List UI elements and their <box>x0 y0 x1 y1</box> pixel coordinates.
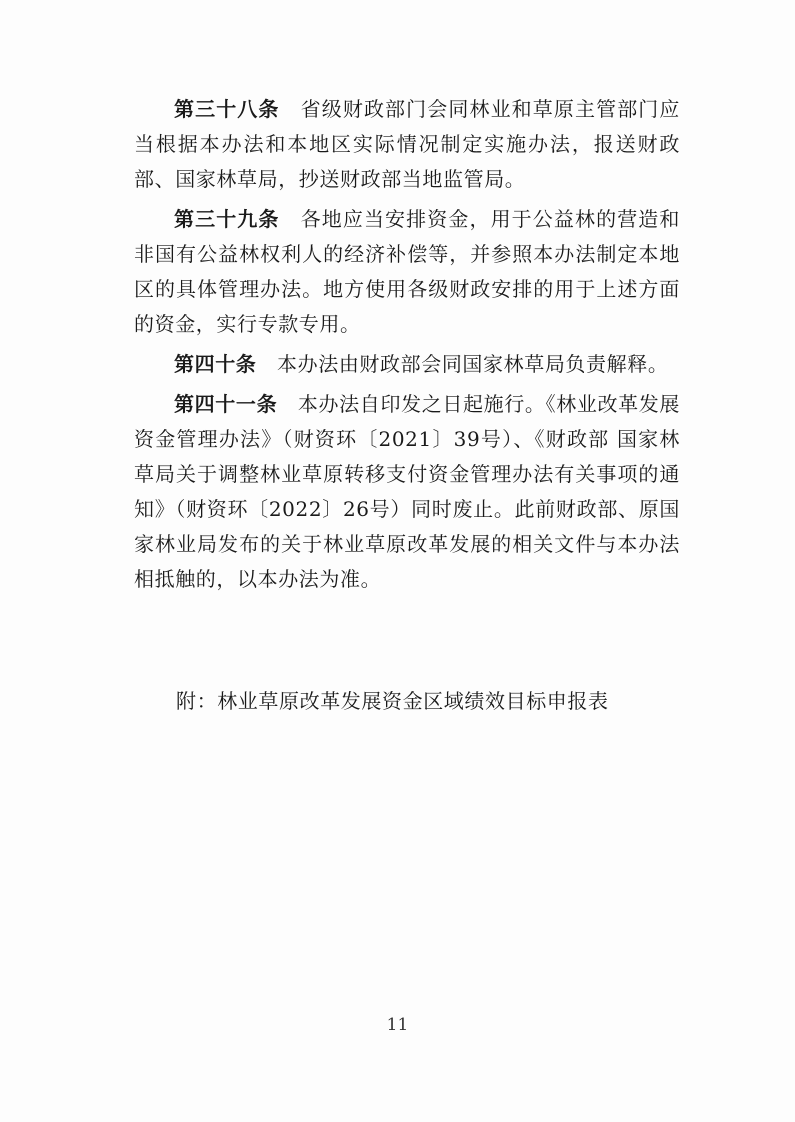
article-number: 第四十条 <box>174 352 257 376</box>
article-text: 各地应当安排资金，用于公益林的营造和非国有公益林权利人的经济补偿等，并参照本办法制定本地区的具体管理办法。地方使用各级财政安排的用于上述方面的资金，实行专款专用。 <box>134 207 680 336</box>
article-number: 第三十八条 <box>174 97 280 121</box>
article-text: 省级财政部门会同林业和草原主管部门应当根据本办法和本地区实际情况制定实施办法，报送财政部、国家林草局，抄送财政部当地监管局。 <box>134 97 680 191</box>
article-41 <box>134 387 680 597</box>
article-number: 第四十一条 <box>174 392 278 416</box>
article-text: 本办法由财政部会同国家林草局负责解释。 <box>277 352 669 376</box>
article-40 <box>134 347 680 382</box>
page-number: 11 <box>386 1015 409 1035</box>
article-number: 第三十九条 <box>174 207 280 231</box>
document-body <box>134 92 680 602</box>
article-39 <box>134 202 680 342</box>
article-38 <box>134 92 680 197</box>
attachment-line: 附：林业草原改革发展资金区域绩效目标申报表 <box>176 689 609 713</box>
article-text: 本办法自印发之日起施行。《林业改革发展资金管理办法》（财资环〔2021〕39号）、《财政部 国家林草局关于调整林业草原转移支付资金管理办法有关事项的通知》（财资环〔2022〕26号）同时废止。此前财政部、原国家林业局发布的关于林业草原改革发展的相关文件与本办法相抵触的，以本办法为准。 <box>134 392 681 591</box>
